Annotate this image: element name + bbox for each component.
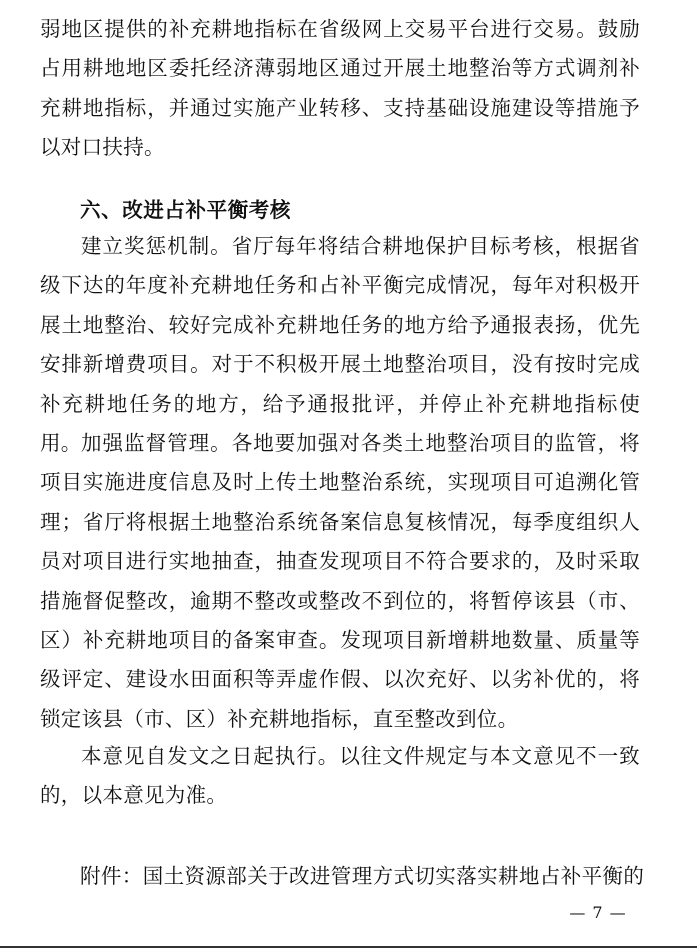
paragraph-supervision: 加强监督管理。各地要加强对各类土地整治项目的监管，将项目实施进度信息及时上传土地整治系统，实现项目可追溯化管理；省厅将根据土地整治系统备案信息复核情况，每季度组织人员对项目进行实地抽查，抽查发现项目不符合要求的，及时采取措施督促整改，逾期不整改或整改不到位的，将暂停该县（市、区）补充耕地项目的备案审查。发现项目新增耕地数量、质量等级评定、建设水田面积等弄虚作假、以次充好、以劣补优的，将锁定该县（市、区）补充耕地指标，直至整改到位。 [40, 431, 640, 731]
paragraph-reward-punishment: 建立奖惩机制。省厅每年将结合耕地保护目标考核，根据省级下达的年度补充耕地任务和占补平衡完成情况，每年对积极开展土地整治、较好完成补充耕地任务的地方给予通报表扬，优先安排新增费项目。对于不积极开展土地整治项目，没有按时完成补充耕地任务的地方，给予通报批评，并停止补充耕地指标使用。 [40, 234, 640, 456]
page-number: — 7 — [569, 903, 627, 922]
section-heading: 六、改进占补平衡考核 [80, 198, 291, 222]
attachment-line: 附件：国土资源部关于改进管理方式切实落实耕地占补平衡的 [80, 864, 645, 888]
continued-paragraph: 弱地区提供的补充耕地指标在省级网上交易平台进行交易。鼓励占用耕地地区委托经济薄弱地区通过开展土地整治等方式调剂补充耕地指标，并通过实施产业转移、支持基础设施建设等措施予以对口扶持。 [40, 17, 640, 160]
paragraph-effective-date: 本意见自发文之日起执行。以往文件规定与本文意见不一致的，以本意见为准。 [40, 744, 640, 808]
bottom-divider [0, 946, 697, 948]
